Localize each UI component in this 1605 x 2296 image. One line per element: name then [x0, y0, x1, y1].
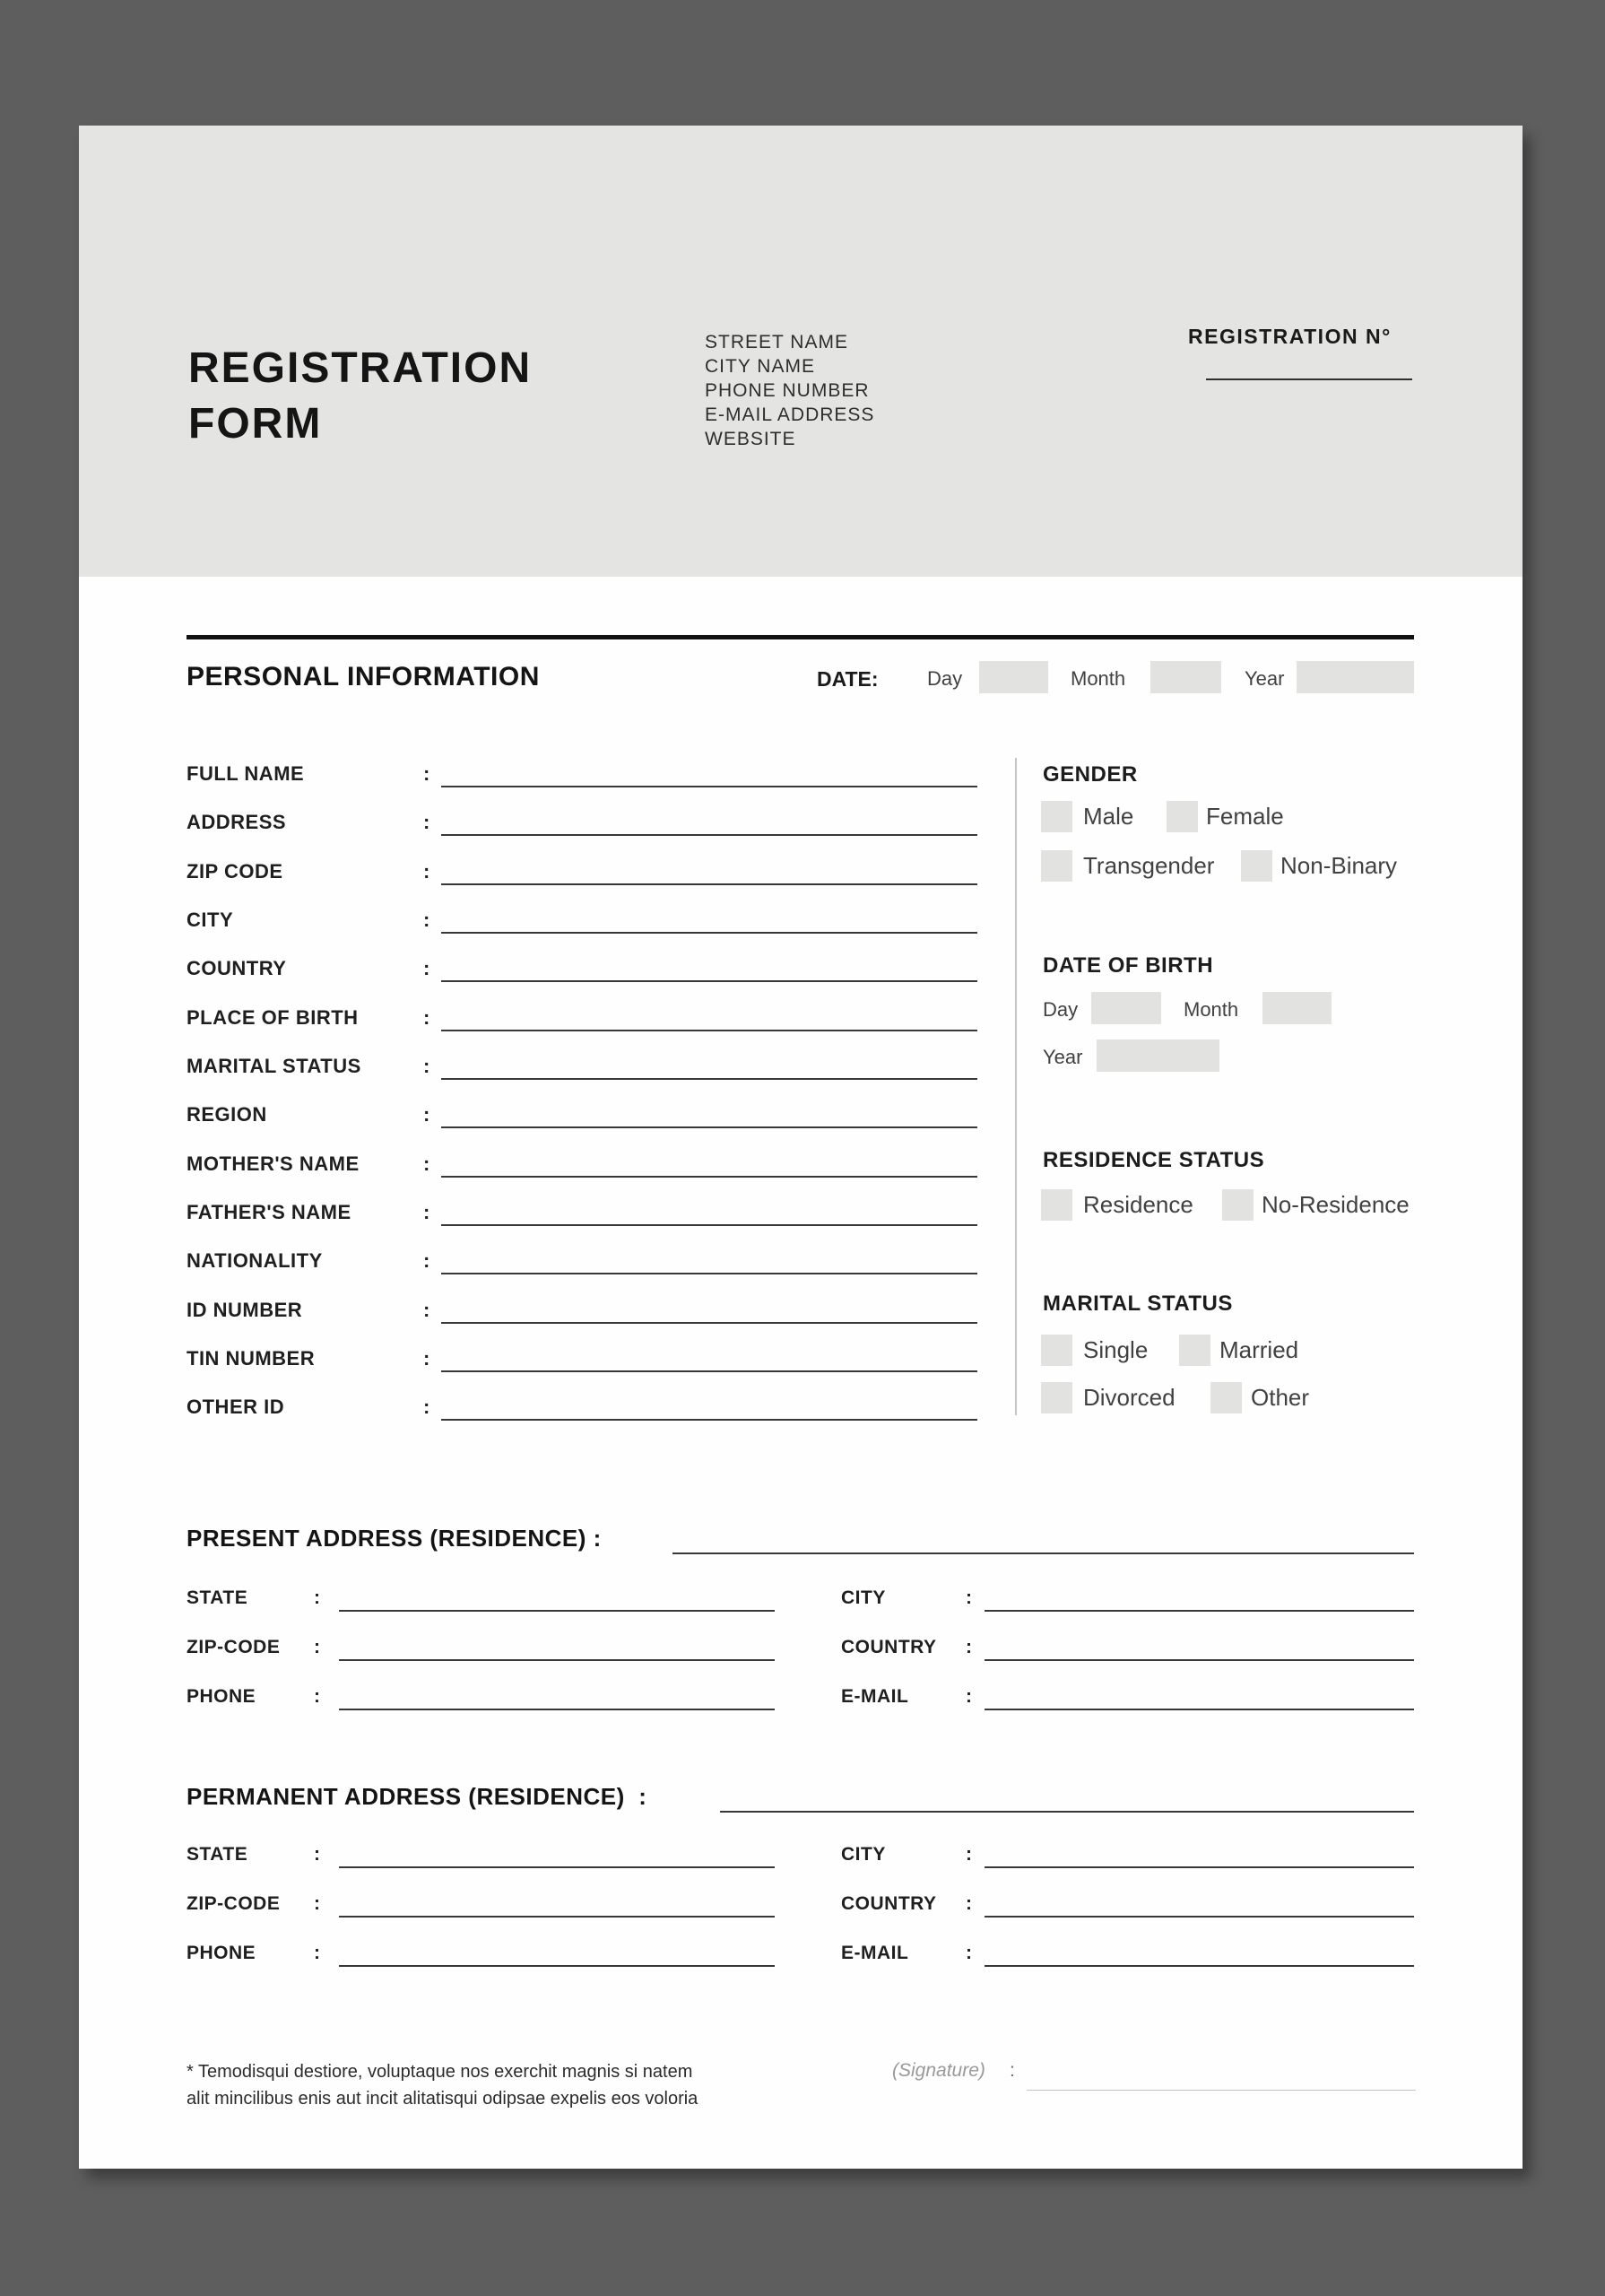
field-colon: :: [966, 1686, 972, 1707]
column-divider: [1015, 758, 1017, 1415]
contact-phone: PHONE NUMBER: [705, 380, 870, 401]
field-row-tin-number: [187, 1347, 977, 1396]
contact-block: [705, 330, 874, 451]
permanent-phone-input-line[interactable]: [339, 1965, 775, 1967]
personal-information-heading: PERSONAL INFORMATION: [187, 662, 540, 691]
field-colon: :: [966, 1893, 972, 1914]
form-title-line1: REGISTRATION: [188, 344, 533, 392]
field-label: TIN NUMBER: [187, 1347, 316, 1370]
present-country-row: [841, 1637, 1414, 1686]
gender-option-transgender: Transgender: [1083, 852, 1215, 879]
checkbox-female[interactable]: [1167, 801, 1198, 832]
field-label: STATE: [187, 1844, 248, 1865]
field-label: E-MAIL: [841, 1943, 909, 1963]
permanent-address-input-line[interactable]: [720, 1811, 1414, 1813]
field-label: ADDRESS: [187, 811, 287, 834]
field-row-address: [187, 811, 977, 859]
registration-number-input-line[interactable]: [1206, 378, 1412, 380]
residence-status-heading: RESIDENCE STATUS: [1043, 1148, 1265, 1172]
section-rule: [187, 635, 1414, 639]
field-colon: :: [423, 1298, 430, 1321]
present-state-row: [187, 1587, 775, 1637]
field-label: ZIP-CODE: [187, 1893, 281, 1914]
gender-heading: GENDER: [1043, 762, 1138, 787]
personal-fields: [187, 762, 977, 1445]
field-row-mothers-name: [187, 1152, 977, 1201]
field-label: CITY: [841, 1844, 886, 1865]
checkbox-male[interactable]: [1041, 801, 1072, 832]
field-label: CITY: [187, 909, 234, 932]
field-label: REGION: [187, 1103, 267, 1126]
marital-status-heading: MARITAL STATUS: [1043, 1292, 1233, 1316]
present-email-input-line[interactable]: [985, 1709, 1414, 1710]
field-colon: :: [966, 1587, 972, 1608]
permanent-address-colon: :: [638, 1783, 647, 1810]
field-label: E-MAIL: [841, 1686, 909, 1707]
dob-year-box[interactable]: [1097, 1039, 1219, 1072]
field-row-country: [187, 957, 977, 1005]
date-year-box[interactable]: [1297, 661, 1414, 693]
residence-option-residence: Residence: [1083, 1191, 1193, 1218]
form-title: [188, 341, 532, 452]
field-label: PLACE OF BIRTH: [187, 1005, 359, 1029]
field-colon: :: [966, 1637, 972, 1657]
marital-option-other: Other: [1251, 1384, 1310, 1411]
checkbox-divorced[interactable]: [1041, 1382, 1072, 1413]
field-label: STATE: [187, 1587, 248, 1608]
contact-website: WEBSITE: [705, 429, 796, 449]
nationality-input-line[interactable]: [441, 1273, 977, 1274]
contact-city: CITY NAME: [705, 356, 815, 377]
field-row-nationality: [187, 1249, 977, 1298]
field-label: NATIONALITY: [187, 1249, 323, 1273]
permanent-phone-row: [187, 1943, 775, 1992]
field-colon: :: [314, 1943, 320, 1963]
date-year-label: Year: [1245, 667, 1285, 690]
present-phone-input-line[interactable]: [339, 1709, 775, 1710]
field-colon: :: [314, 1637, 320, 1657]
field-colon: :: [314, 1893, 320, 1914]
permanent-state-row: [187, 1844, 775, 1893]
field-colon: :: [314, 1686, 320, 1707]
present-address-heading: [187, 1525, 602, 1552]
field-row-region: [187, 1103, 977, 1152]
dob-month-box[interactable]: [1262, 992, 1332, 1024]
form-title-line2: FORM: [188, 400, 323, 448]
permanent-country-row: [841, 1893, 1414, 1943]
present-city-input-line[interactable]: [985, 1610, 1414, 1612]
checkbox-non-binary[interactable]: [1241, 850, 1272, 882]
field-label: FULL NAME: [187, 762, 305, 785]
present-email-row: [841, 1686, 1414, 1735]
dob-day-box[interactable]: [1091, 992, 1161, 1024]
permanent-city-input-line[interactable]: [985, 1866, 1414, 1868]
field-label: MARITAL STATUS: [187, 1055, 361, 1078]
field-colon: :: [314, 1587, 320, 1608]
id-number-input-line[interactable]: [441, 1322, 977, 1324]
signature-input-line[interactable]: [1027, 2090, 1416, 2091]
marital-option-divorced: Divorced: [1083, 1384, 1176, 1411]
permanent-zip-code-input-line[interactable]: [339, 1916, 775, 1918]
checkbox-other[interactable]: [1210, 1382, 1242, 1413]
gender-option-female: Female: [1206, 803, 1284, 830]
permanent-address-heading-text: PERMANENT ADDRESS (RESIDENCE): [187, 1783, 625, 1810]
dob-heading: DATE OF BIRTH: [1043, 953, 1214, 978]
field-colon: :: [423, 1152, 430, 1175]
marital-status-input-line[interactable]: [441, 1078, 977, 1080]
field-row-other-id: [187, 1396, 977, 1444]
present-address-colon: :: [593, 1525, 602, 1552]
permanent-country-input-line[interactable]: [985, 1916, 1414, 1918]
field-colon: :: [423, 1347, 430, 1370]
other-id-input-line[interactable]: [441, 1419, 977, 1421]
present-zip-code-row: [187, 1637, 775, 1686]
tin-number-input-line[interactable]: [441, 1370, 977, 1372]
footnote-line1: * Temodisqui destiore, voluptaque nos exerchit magnis si natem: [187, 2062, 693, 2082]
field-colon: :: [423, 1396, 430, 1419]
field-label: COUNTRY: [841, 1893, 937, 1914]
field-colon: :: [423, 909, 430, 932]
date-day-label: Day: [927, 667, 963, 690]
field-row-city: [187, 909, 977, 957]
date-label: DATE:: [817, 667, 879, 691]
checkbox-married[interactable]: [1179, 1335, 1210, 1366]
country-input-line[interactable]: [441, 980, 977, 982]
permanent-address-heading: [187, 1783, 646, 1811]
permanent-email-row: [841, 1943, 1414, 1992]
field-colon: :: [314, 1844, 320, 1865]
residence-option-no-residence: No-Residence: [1262, 1191, 1410, 1218]
checkbox-single[interactable]: [1041, 1335, 1072, 1366]
gender-option-male: Male: [1083, 803, 1134, 830]
field-label: CITY: [841, 1587, 886, 1608]
permanent-zip-code-row: [187, 1893, 775, 1943]
present-state-input-line[interactable]: [339, 1610, 775, 1612]
permanent-city-row: [841, 1844, 1414, 1893]
field-colon: :: [423, 1103, 430, 1126]
field-row-fathers-name: [187, 1201, 977, 1249]
region-input-line[interactable]: [441, 1126, 977, 1128]
field-colon: :: [966, 1844, 972, 1865]
dob-day-label: Day: [1043, 998, 1079, 1021]
field-colon: :: [423, 1005, 430, 1029]
dob-month-label: Month: [1184, 998, 1239, 1021]
field-label: OTHER ID: [187, 1396, 285, 1419]
field-label: COUNTRY: [841, 1637, 937, 1657]
header-band: [79, 126, 1523, 577]
present-country-input-line[interactable]: [985, 1659, 1414, 1661]
city-input-line[interactable]: [441, 932, 977, 934]
checkbox-residence[interactable]: [1041, 1189, 1072, 1221]
zip-code-input-line[interactable]: [441, 883, 977, 885]
registration-number-label: REGISTRATION N°: [1188, 325, 1392, 348]
field-label: ID NUMBER: [187, 1298, 303, 1321]
field-colon: :: [423, 811, 430, 834]
registration-form-page: [79, 126, 1523, 2169]
field-row-id-number: [187, 1299, 977, 1347]
footnote: [187, 2058, 698, 2112]
gender-option-non-binary: Non-Binary: [1280, 852, 1398, 879]
checkbox-transgender[interactable]: [1041, 850, 1072, 882]
field-row-marital-status: [187, 1055, 977, 1103]
field-label: PHONE: [187, 1943, 256, 1963]
field-row-full-name: [187, 762, 977, 811]
contact-email: E-MAIL ADDRESS: [705, 404, 875, 425]
field-label: FATHER'S NAME: [187, 1201, 351, 1224]
present-phone-row: [187, 1686, 775, 1735]
field-colon: :: [423, 1055, 430, 1078]
mothers-name-input-line[interactable]: [441, 1176, 977, 1178]
marital-option-married: Married: [1219, 1336, 1299, 1363]
date-month-box[interactable]: [1150, 661, 1221, 693]
checkbox-no-residence[interactable]: [1222, 1189, 1254, 1221]
field-colon: :: [423, 762, 430, 785]
field-colon: :: [423, 1249, 430, 1273]
marital-option-single: Single: [1083, 1336, 1149, 1363]
signature-colon: :: [1010, 2060, 1015, 2081]
contact-street: STREET NAME: [705, 332, 848, 352]
field-label: PHONE: [187, 1686, 256, 1707]
field-row-place-of-birth: [187, 1006, 977, 1055]
present-zip-code-input-line[interactable]: [339, 1659, 775, 1661]
field-colon: :: [966, 1943, 972, 1963]
field-label: COUNTRY: [187, 957, 287, 980]
field-label: MOTHER'S NAME: [187, 1152, 360, 1175]
permanent-state-input-line[interactable]: [339, 1866, 775, 1868]
field-row-zip-code: [187, 860, 977, 909]
field-colon: :: [423, 859, 430, 883]
present-address-heading-text: PRESENT ADDRESS (RESIDENCE): [187, 1525, 586, 1552]
address-input-line[interactable]: [441, 834, 977, 836]
dob-year-label: Year: [1043, 1046, 1083, 1068]
present-city-row: [841, 1587, 1414, 1637]
field-colon: :: [423, 957, 430, 980]
fathers-name-input-line[interactable]: [441, 1224, 977, 1226]
field-label: ZIP CODE: [187, 859, 283, 883]
footnote-line2: alit mincilibus enis aut incit alitatisqui odipsae expelis eos voloria: [187, 2089, 698, 2109]
place-of-birth-input-line[interactable]: [441, 1030, 977, 1031]
permanent-email-input-line[interactable]: [985, 1965, 1414, 1967]
field-colon: :: [423, 1201, 430, 1224]
signature-label: (Signature): [892, 2060, 985, 2081]
date-day-box[interactable]: [979, 661, 1048, 693]
date-month-label: Month: [1071, 667, 1126, 690]
field-label: ZIP-CODE: [187, 1637, 281, 1657]
full-name-input-line[interactable]: [441, 786, 977, 787]
present-address-input-line[interactable]: [672, 1552, 1414, 1554]
